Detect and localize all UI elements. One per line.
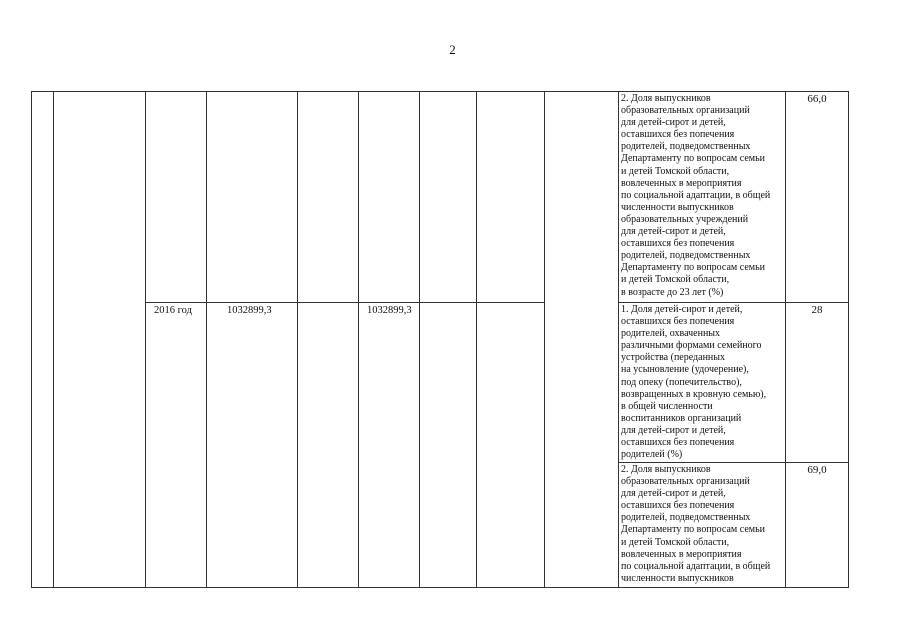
indicator-text: 2. Доля выпускников образовательных организаций для детей-сирот и детей, оставшихся без попечения родителей, подведомственных Департаменту по вопросам семьи и детей Томской области, вовлеченных в мероприятия по социальной адаптации, в общей численности выпускников образовательных учреждений для детей-сирот и детей, оставшихся без попечения родителей, подведомственных Департаменту по вопросам семьи и детей Томской области, в возрасте до 23 лет (%) — [621, 93, 771, 298]
col-line — [206, 91, 207, 588]
col-line — [476, 91, 477, 588]
indicator-value: 28 — [811, 304, 823, 316]
col-line — [31, 91, 32, 588]
indicator-value: 69,0 — [807, 464, 827, 476]
indicator-text: 2. Доля выпускников образовательных организаций для детей-сирот и детей, оставшихся без попечения родителей, подведомственных Департаменту по вопросам семьи и детей Томской области, вовлеченных в мероприятия по социальной адаптации, в общей численности выпускников — [621, 464, 771, 584]
page-number: 2 — [449, 42, 456, 57]
col-line — [297, 91, 298, 588]
year-cell: 2016 год — [154, 305, 192, 316]
indicator-value: 66,0 — [807, 93, 827, 105]
col-line — [358, 91, 359, 588]
row-line-indicator — [618, 302, 849, 303]
col-line — [618, 91, 619, 588]
row-line-year — [145, 302, 544, 303]
col-line — [785, 91, 786, 588]
col-line — [419, 91, 420, 588]
total-cell: 1032899,3 — [227, 305, 272, 316]
indicator-text: 1. Доля детей-сирот и детей, оставшихся без попечения родителей, охваченных различными формами семейного устройства (переданных на усыновление (удочерение), под опеку (попечительство), возвращенных в кровную семью), в общей численности воспитанников организаций для детей-сирот и детей, оставшихся без попечения родителей (%) — [621, 304, 767, 461]
col-line — [544, 91, 545, 588]
program-table — [31, 91, 849, 588]
row-line-indicator — [618, 462, 849, 463]
col-line — [145, 91, 146, 588]
budget-cell: 1032899,3 — [367, 305, 412, 316]
table-top-border — [31, 91, 849, 92]
col-line — [848, 91, 849, 588]
col-line — [53, 91, 54, 588]
table-bottom-border — [31, 587, 849, 588]
